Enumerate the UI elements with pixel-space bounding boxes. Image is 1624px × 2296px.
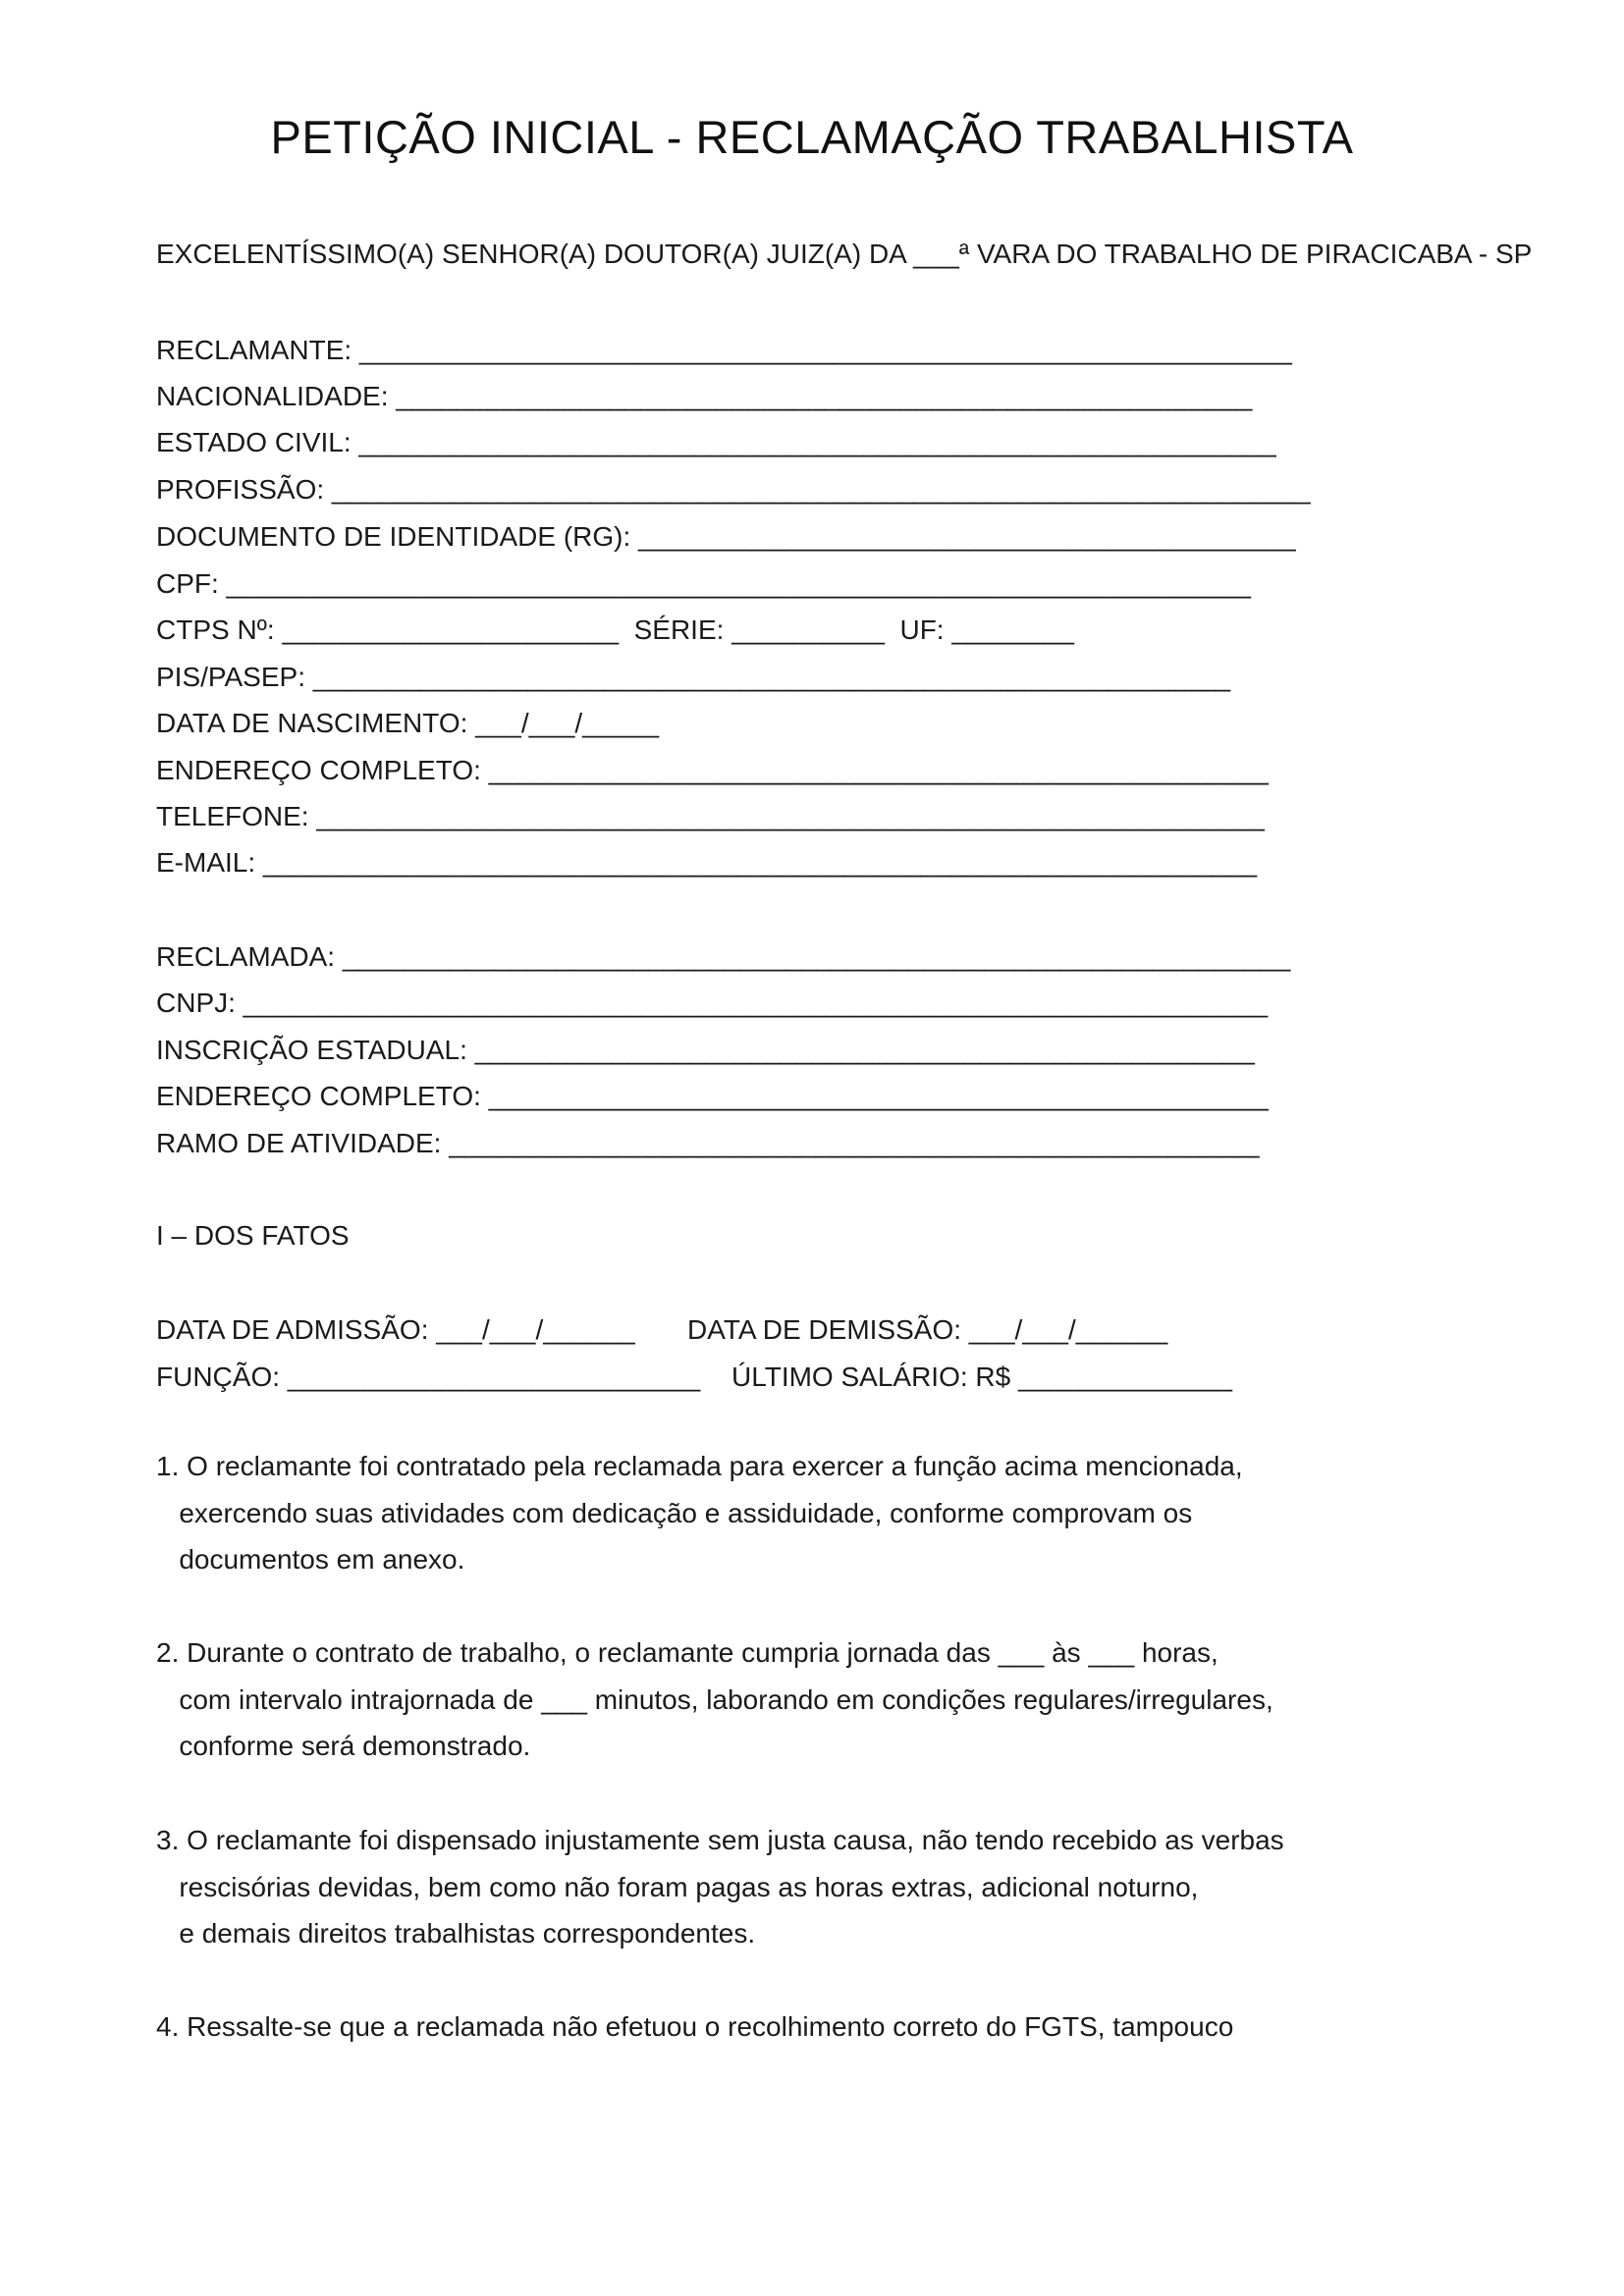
paragraph-2: 2. Durante o contrato de trabalho, o reclamante cumpria jornada das ___ às ___ horas, com intervalo intrajornada de ___ minutos, laborando em condições regulares/irregulares, conforme será demonstrado. — [156, 1637, 1273, 1761]
field-estado-civil: ESTADO CIVIL: ____________________________________________________________ — [156, 427, 1276, 457]
addressee-line: EXCELENTÍSSIMO(A) SENHOR(A) DOUTOR(A) JUIZ(A) DA ___ª VARA DO TRABALHO DE PIRACICABA - SP — [156, 239, 1533, 269]
section-heading-fatos: I – DOS FATOS — [156, 1220, 350, 1251]
field-endereco-reclamada: ENDEREÇO COMPLETO: ___________________________________________________ — [156, 1081, 1269, 1111]
field-nacionalidade: NACIONALIDADE: ________________________________________________________ — [156, 381, 1253, 411]
field-pis-pasep: PIS/PASEP: ____________________________________________________________ — [156, 662, 1231, 692]
field-telefone: TELEFONE: ______________________________________________________________ — [156, 801, 1265, 831]
document-title: PETIÇÃO INICIAL - RECLAMAÇÃO TRABALHISTA — [270, 111, 1354, 163]
field-ultimo-salario: ÚLTIMO SALÁRIO: R$ ______________ — [731, 1362, 1233, 1392]
field-cnpj: CNPJ: ___________________________________________________________________ — [156, 988, 1269, 1018]
field-data-nascimento: DATA DE NASCIMENTO: ___/___/_____ — [156, 708, 660, 738]
paragraph-1: 1. O reclamante foi contratado pela reclamada para exercer a função acima mencionada, exercendo suas atividades com dedicação e assiduidade, conforme comprovam os documentos em anexo. — [156, 1451, 1243, 1575]
paragraph-4: 4. Ressalte-se que a reclamada não efetuou o recolhimento correto do FGTS, tampouco — [156, 2011, 1234, 2042]
field-profissao: PROFISSÃO: ________________________________________________________________ — [156, 474, 1311, 505]
paragraph-3: 3. O reclamante foi dispensado injustamente sem justa causa, não tendo recebido as verbas rescisórias devidas, bem como não foram pagas as horas extras, adicional noturno, e demais direitos trabalhistas correspondentes. — [156, 1825, 1284, 1949]
field-reclamante: RECLAMANTE: _____________________________________________________________ — [156, 335, 1292, 365]
field-data-demissao: DATA DE DEMISSÃO: ___/___/______ — [687, 1314, 1168, 1345]
field-cpf: CPF: ___________________________________________________________________ — [156, 568, 1251, 599]
field-reclamada: RECLAMADA: ______________________________________________________________ — [156, 941, 1291, 972]
field-email: E-MAIL: _________________________________________________________________ — [156, 847, 1258, 878]
field-ctps: CTPS Nº: ______________________ SÉRIE: __________ UF: ________ — [156, 614, 1074, 645]
field-ramo-atividade: RAMO DE ATIVIDADE: _____________________________________________________ — [156, 1128, 1260, 1158]
field-data-admissao: DATA DE ADMISSÃO: ___/___/______ — [156, 1314, 635, 1345]
field-rg: DOCUMENTO DE IDENTIDADE (RG): ___________________________________________ — [156, 521, 1296, 552]
field-inscricao-estadual: INSCRIÇÃO ESTADUAL: ___________________________________________________ — [156, 1035, 1255, 1065]
field-endereco-reclamante: ENDEREÇO COMPLETO: ___________________________________________________ — [156, 755, 1269, 785]
field-funcao: FUNÇÃO: ___________________________ — [156, 1362, 701, 1392]
